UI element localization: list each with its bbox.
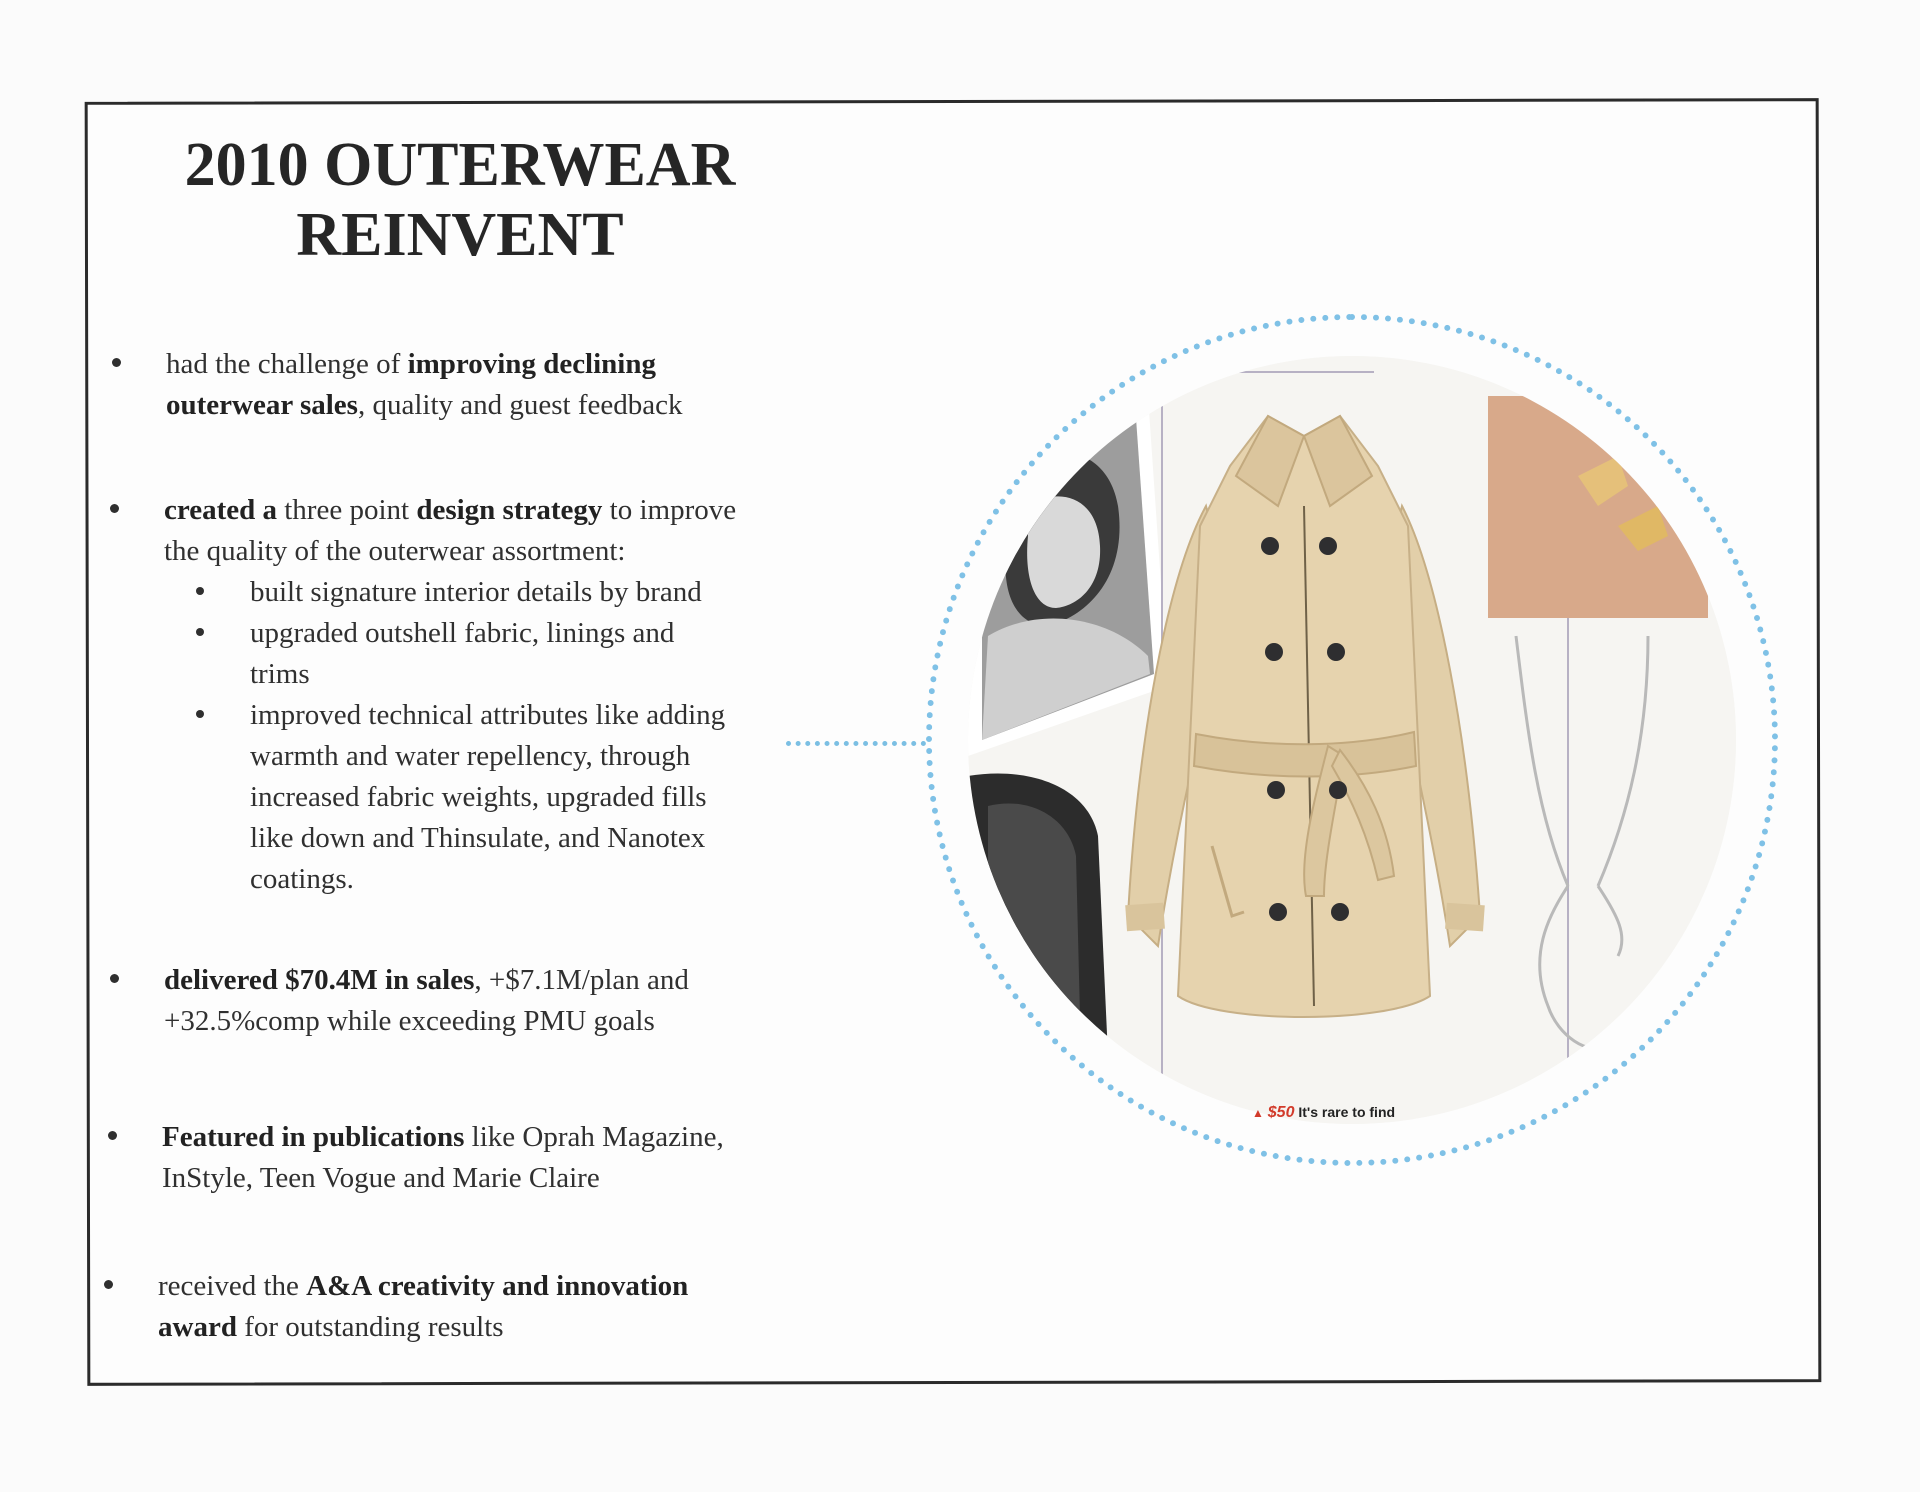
- product-image-circle: [926, 314, 1778, 1166]
- bullet-text: [164, 490, 736, 572]
- bullet-line: [166, 385, 682, 426]
- text-run: InStyle, Teen Vogue and Marie Claire: [162, 1162, 600, 1194]
- sub-bullet-line: increased fabric weights, upgraded fills: [250, 781, 707, 813]
- bullet-dot: [110, 504, 119, 513]
- bullet-text: [162, 1117, 724, 1199]
- bold-text: design strategy: [416, 494, 603, 526]
- bold-text: created a: [164, 494, 277, 526]
- bullet-text: [164, 960, 689, 1042]
- bullet-line: [162, 1117, 724, 1158]
- text-run: +32.5%comp while exceeding PMU goals: [164, 1005, 655, 1037]
- title-line-1: 2010 OUTERWEAR: [184, 131, 736, 199]
- text-run: for outstanding results: [236, 1311, 504, 1343]
- sub-bullet-line: built signature interior details by brand: [250, 576, 702, 608]
- text-run: like Oprah Magazine,: [464, 1121, 724, 1153]
- sub-bullet-text: [250, 613, 674, 695]
- sub-bullet-text: [250, 572, 702, 613]
- text-run: three point: [277, 494, 417, 526]
- price-caption-text: It's rare to find: [1298, 1104, 1396, 1120]
- bullet-text: [158, 1266, 688, 1348]
- sub-bullet-dot: [196, 710, 204, 718]
- page-title: [150, 130, 770, 270]
- bold-text: outerwear sales: [166, 389, 358, 421]
- text-run: had the challenge of: [166, 348, 408, 380]
- text-run: , +$7.1M/plan and: [474, 964, 689, 996]
- sub-bullet-line: improved technical attributes like adding: [250, 699, 726, 731]
- sub-bullet-line: trims: [250, 658, 310, 690]
- bullet-line: [164, 490, 736, 531]
- text-run: , quality and guest feedback: [357, 389, 683, 421]
- bullet-dot: [108, 1131, 117, 1140]
- bullet-line: [158, 1266, 688, 1307]
- bullet-dot: [112, 358, 121, 367]
- price-value: $50: [1267, 1104, 1295, 1121]
- sub-bullet-dot: [196, 628, 204, 636]
- bullet-line: [162, 1158, 724, 1199]
- bullet-line: [164, 960, 689, 1001]
- magazine-clipping: [968, 356, 1736, 1124]
- sub-bullet-text: [250, 695, 725, 900]
- red-triangle-icon: ▲: [1252, 1106, 1264, 1120]
- bullet-line: [166, 344, 682, 385]
- text-run: received the: [158, 1270, 307, 1302]
- sub-bullet-dot: [196, 587, 204, 595]
- text-run: to improve: [602, 494, 737, 526]
- title-line-2: REINVENT: [296, 201, 624, 269]
- price-caption: [1252, 1104, 1395, 1122]
- bullet-line: [164, 1001, 689, 1042]
- bullet-dot: [104, 1280, 113, 1289]
- bold-text: delivered $70.4M in sales: [164, 964, 475, 996]
- sub-bullet-line: warmth and water repellency, through: [250, 740, 691, 772]
- sub-bullet-line: upgraded outshell fabric, linings and: [250, 617, 675, 649]
- bullet-dot: [110, 974, 119, 983]
- sub-bullet-line: like down and Thinsulate, and Nanotex: [250, 822, 706, 854]
- bold-text: award: [158, 1311, 237, 1343]
- bold-text: A&A creativity and innovation: [306, 1270, 689, 1302]
- sub-bullet-line: coatings.: [250, 863, 354, 895]
- dotted-connector: [786, 741, 926, 746]
- bold-text: improving declining: [407, 348, 656, 380]
- bullet-text: [166, 344, 682, 426]
- bold-text: Featured in publications: [162, 1121, 465, 1153]
- magazine-illustration: [968, 356, 1736, 1124]
- bullet-line: [164, 531, 736, 572]
- bullet-line: [158, 1307, 688, 1348]
- text-run: the quality of the outerwear assortment:: [164, 535, 626, 567]
